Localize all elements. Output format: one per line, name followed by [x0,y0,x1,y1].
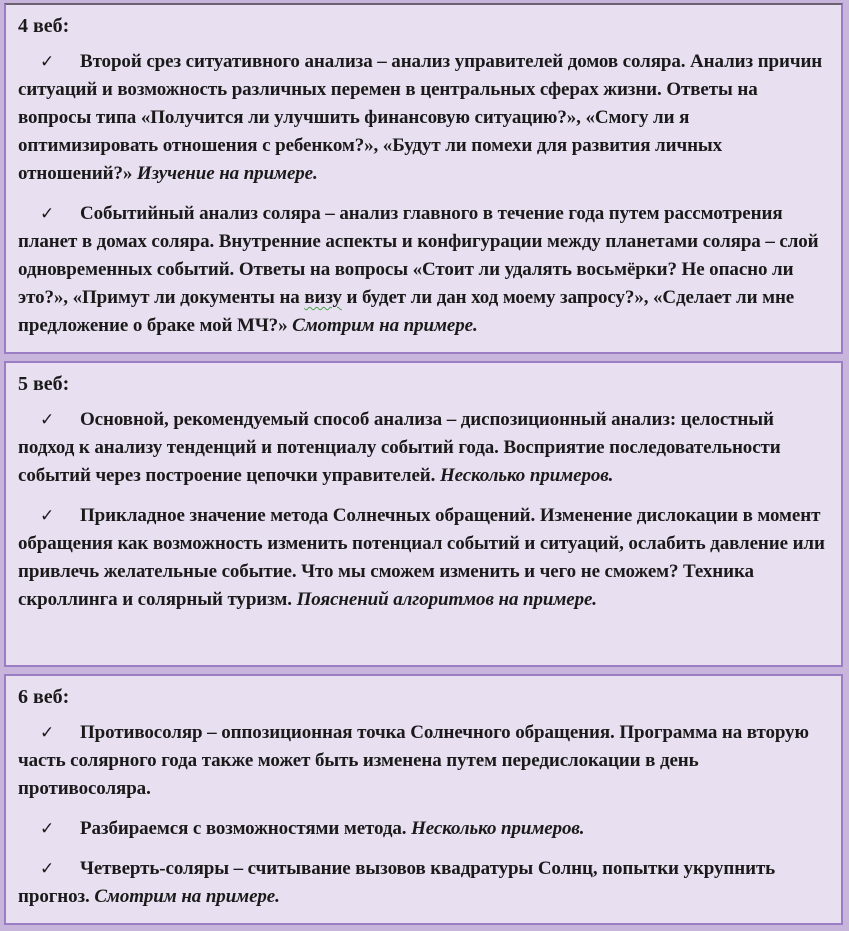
bullet-text: Разбираемся с возможностями метода. [80,818,412,839]
bullet-text-italic: Несколько примеров. [439,465,614,486]
bullet-text-italic: Несколько примеров. [411,818,585,839]
bullet-text: Прикладное значение метода Солнечных обращений. Изменение дислокации в момент обращения как возможность изменить потенциал событий и ситуаций, ослабить давление или привлечь желательные событие. Что мы сможем изменить и чего не сможем? Техника скроллинга и солярный туризм. [18,505,825,610]
bullet-item [18,200,827,340]
bullet-text: Второй срез ситуативного анализа – анализ управителей домов соляра. Анализ причин ситуаций и возможность различных перемен в центральных сферах жизни. Ответы на вопросы типа «Получится ли улучшить финансовую ситуацию?», «Смогу ли я оптимизировать отношения с ребенком?», «Будут ли помехи для развития личных отношений?» [18,51,823,184]
bullet-text-italic: Смотрим на примере. [94,886,280,907]
bullet-item [18,502,827,614]
checkmark-icon: ✓ [40,819,55,839]
bullet-text: Противосоляр – оппозиционная точка Солнечного обращения. Программа на вторую часть солярного года также может быть изменена путем передислокации в день противосоляра. [18,722,809,799]
section-title: 6 веб: [18,686,70,708]
bullet-item [18,719,827,803]
bullet-item [18,855,827,911]
bullet-item [18,406,827,490]
bullet-text: Событийный анализ соляра – анализ главного в течение года путем рассмотрения планет в домах соляра. Внутренние аспекты и конфигурации между планетами соляра – слой одновременных событий. Ответы на вопросы «Стоит ли удалять восьмёрки? Не опасно ли это?», «Примут ли документы на [18,203,819,308]
bullet-text: Четверть-соляры – считывание вызовов квадратуры Солнц, попытки укрупнить прогноз. [18,858,776,907]
section-6-web [4,674,843,925]
bullet-item [18,48,827,188]
bullet-item [18,815,827,843]
misspelled-word: визу [304,287,342,308]
checkmark-icon: ✓ [40,723,55,743]
bullet-text: Основной, рекомендуемый способ анализа – диспозиционный анализ: целостный подход к анализу тенденций и потенциалу событий года. Восприятие последовательности событий через построение цепочки управителей. [18,409,781,486]
section-title: 5 веб: [18,373,70,395]
section-4-web [4,3,843,354]
checkmark-icon: ✓ [40,859,55,879]
bullet-text-italic: Изучение на примере. [136,163,318,184]
checkmark-icon: ✓ [40,52,55,72]
checkmark-icon: ✓ [40,410,55,430]
section-title: 4 веб: [18,15,70,37]
bullet-text-italic: Пояснений алгоритмов на примере. [296,589,597,610]
bullet-text-italic: Смотрим на примере. [292,315,478,336]
checkmark-icon: ✓ [40,204,55,224]
section-5-web [4,361,843,667]
checkmark-icon: ✓ [40,506,55,526]
bullet-text: и будет ли дан ход моему запросу?», «Сделает ли мне предложение о браке мой МЧ?» [18,287,795,336]
